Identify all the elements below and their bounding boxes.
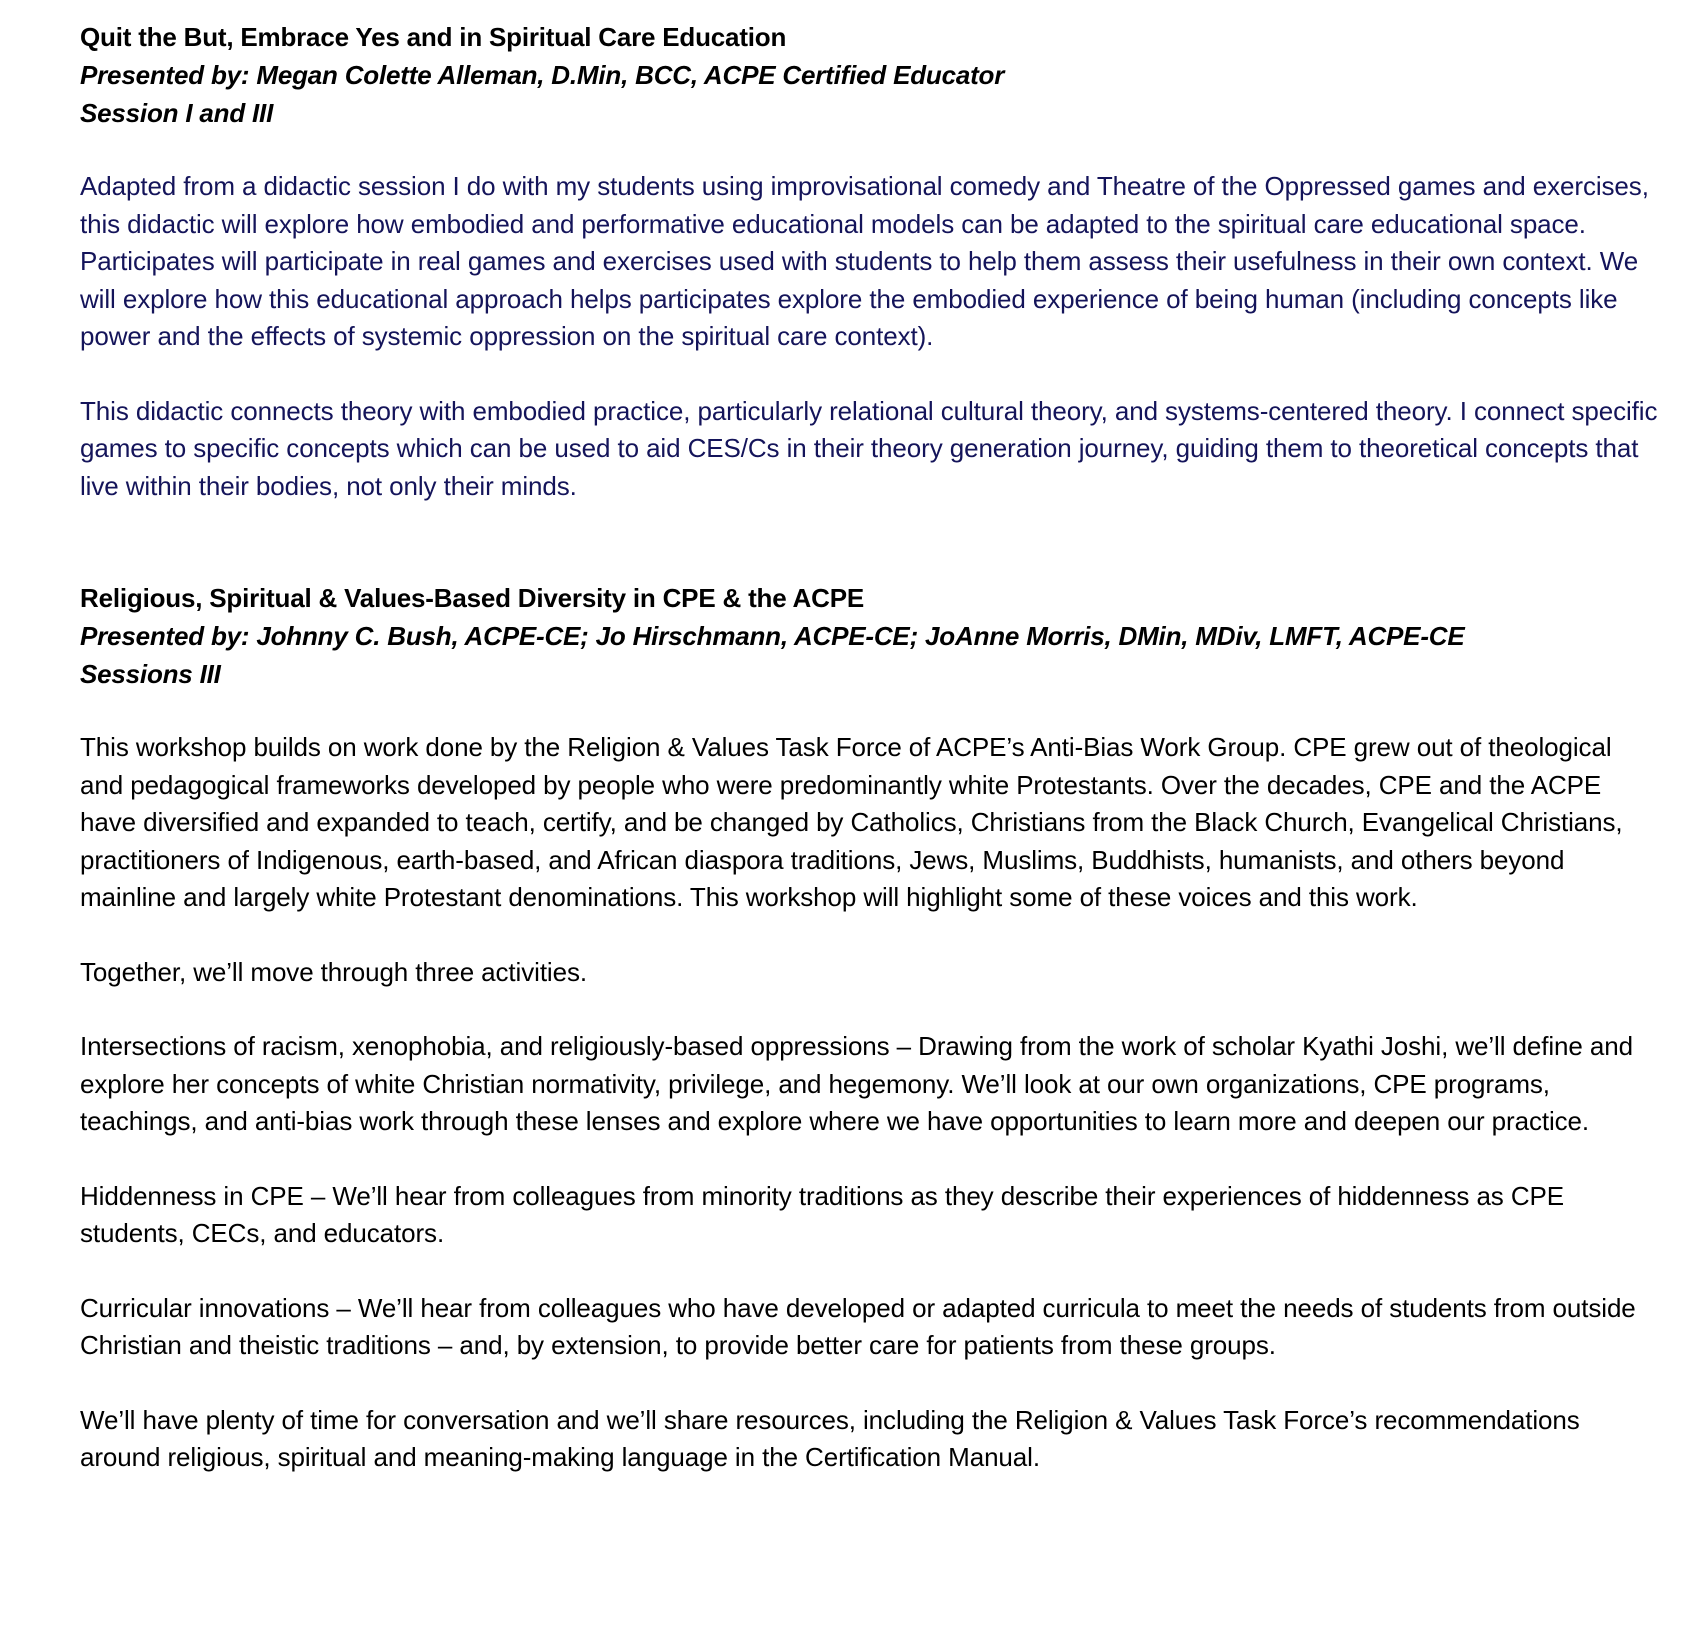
session-one-paragraph-2: This didactic connects theory with embodied practice, particularly relational cultural theory, and systems-centered theory. I connect specific games to specific concepts which can be used to aid CES/Cs in their theory generation journey, guiding them to theoretical concepts that live within their bodies, not only their minds. [80, 395, 1658, 501]
section-divider-space [80, 505, 1660, 579]
session-two-block [80, 579, 1660, 1477]
session-two-title: Religious, Spiritual & Values-Based Diversity in CPE & the ACPE [80, 583, 864, 613]
session-one-presenter: Presented by: Megan Colette Alleman, D.Min, BCC, ACPE Certified Educator [80, 60, 1005, 90]
document-page [80, 18, 1660, 1477]
session-two-paragraph-1: This workshop builds on work done by the Religion & Values Task Force of ACPE’s Anti-Bias Work Group. CPE grew out of theological and pedagogical frameworks developed by people who were predominantly white Protestants. Over the decades, CPE and the ACPE have diversified and expanded to teach, certify, and be changed by Catholics, Christians from the Black Church, Evangelical Christians, practitioners of Indigenous, earth-based, and African diaspora traditions, Jews, Muslims, Buddhists, humanists, and others beyond mainline and largely white Protestant denominations. This workshop will highlight some of these voices and this work. [80, 732, 1623, 912]
session-two-paragraph-5: Curricular innovations – We’ll hear from colleagues who have developed or adapted curricula to meet the needs of students from outside Christian and theistic traditions – and, by extension, to provide better care for patients from these groups. [80, 1292, 1636, 1360]
spacer [80, 356, 1660, 393]
spacer [80, 693, 1660, 729]
spacer [80, 132, 1660, 168]
spacer [80, 991, 1660, 1028]
spacer [80, 1365, 1660, 1402]
session-two-paragraph-3: Intersections of racism, xenophobia, and religiously-based oppressions – Drawing from the work of scholar Kyathi Joshi, we’ll define and explore her concepts of white Christian normativity, privilege, and hegemony. We’ll look at our own organizations, CPE programs, teachings, and anti-bias work through these lenses and explore where we have opportunities to learn more and deepen our practice. [80, 1031, 1633, 1136]
spacer [80, 1141, 1660, 1178]
session-one-sessions: Session I and III [80, 98, 274, 128]
spacer [80, 1253, 1660, 1290]
session-two-paragraph-4: Hiddenness in CPE – We’ll hear from colleagues from minority traditions as they describe their experiences of hiddenness as CPE students, CECs, and educators. [80, 1180, 1564, 1248]
session-two-paragraph-6: We’ll have plenty of time for conversation and we’ll share resources, including the Religion & Values Task Force’s recommendations around religious, spiritual and meaning-making language in the Certification Manual. [80, 1404, 1580, 1472]
session-one-block [80, 18, 1660, 505]
session-two-presenter: Presented by: Johnny C. Bush, ACPE-CE; Jo Hirschmann, ACPE-CE; JoAnne Morris, DMin, MDiv, LMFT, ACPE-CE [80, 621, 1465, 651]
session-two-paragraph-2: Together, we’ll move through three activities. [80, 956, 587, 987]
spacer [80, 917, 1660, 954]
session-one-title: Quit the But, Embrace Yes and in Spiritual Care Education [80, 22, 787, 52]
session-one-paragraph-1: Adapted from a didactic session I do with my students using improvisational comedy and Theatre of the Oppressed games and exercises, this didactic will explore how embodied and performative educational models can be adapted to the spiritual care educational space. Participates will participate in real games and exercises used with students to help them assess their usefulness in their own context. We will explore how this educational approach helps participates explore the embodied experience of being human (including concepts like power and the effects of systemic oppression on the spiritual care context). [80, 171, 1649, 351]
session-two-sessions: Sessions III [80, 659, 221, 689]
